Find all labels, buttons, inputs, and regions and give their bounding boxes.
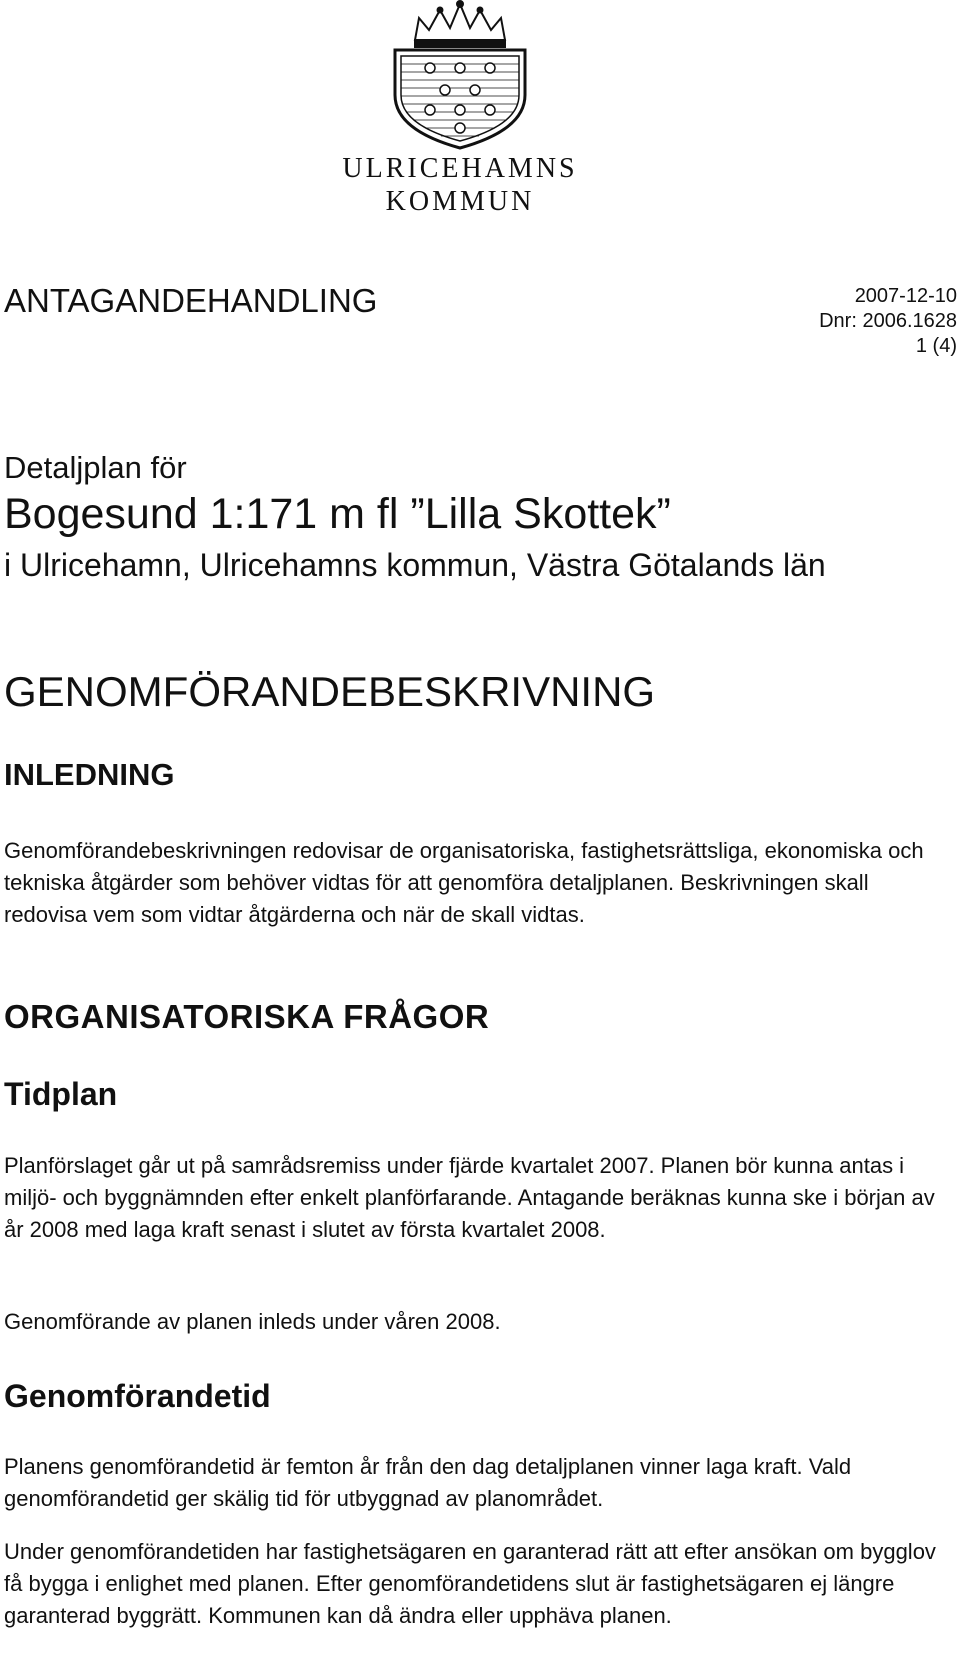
heading-tidplan: Tidplan [4,1076,118,1112]
main-heading: GENOMFÖRANDEBESKRIVNING [4,668,656,715]
paragraph-tidplan-1: Planförslaget går ut på samrådsremiss under fjärde kvartalet 2007. Planen bör kunna antas i miljö- och byggnämnden efter enkelt planförfarande. Antagande beräknas kunna ske i början av år 2008 med laga kraft senast i slutet av första kvartalet 2008. [4,1153,935,1242]
document-dnr: Dnr: 2006.1628 [819,310,957,332]
heading-genomforandetid: Genomförandetid [4,1378,271,1414]
title-line3: i Ulricehamn, Ulricehamns kommun, Västra Götalands län [4,547,826,583]
title-line1: Detaljplan för [4,450,187,485]
paragraph-tidplan-2: Genomförande av planen inleds under våren 2008. [4,1309,501,1334]
heading-inledning: INLEDNING [4,757,175,792]
document-date: 2007-12-10 [854,285,957,307]
paragraph-genomforandetid-1: Planens genomförandetid är femton år från den dag detaljplanen vinner laga kraft. Vald genomförandetid ger skälig tid för utbyggnad av planområdet. [4,1454,852,1511]
paragraph-inledning: Genomförandebeskrivningen redovisar de organisatoriska, fastighetsrättsliga, ekonomiska och tekniska åtgärder som behöver vidtas för att genomföra detaljplanen. Beskrivningen skall redovisa vem som vidtar åtgärderna och när de skall vidtas. [4,838,924,927]
paragraph-genomforandetid-2: Under genomförandetiden har fastighetsägaren en garanterad rätt att efter ansökan om bygglov få bygga i enlighet med planen. Efter genomförandetidens slut är fastighetsägaren ej längre garanterad byggrätt. Kommunen kan då ändra eller upphäva planen. [4,1539,936,1628]
municipality-logo [315,0,605,215]
heading-organisatoriska: ORGANISATORISKA FRÅGOR [4,998,490,1035]
document-type: ANTAGANDEHANDLING [4,282,378,319]
document-meta [819,284,957,359]
coat-of-arms-icon [315,0,605,150]
title-line2: Bogesund 1:171 m fl ”Lilla Skottek” [4,490,671,538]
page-number: 1 (4) [915,335,957,357]
logo-text-line2: KOMMUN [385,186,535,217]
logo-text-line1: ULRICEHAMNS [342,153,578,184]
